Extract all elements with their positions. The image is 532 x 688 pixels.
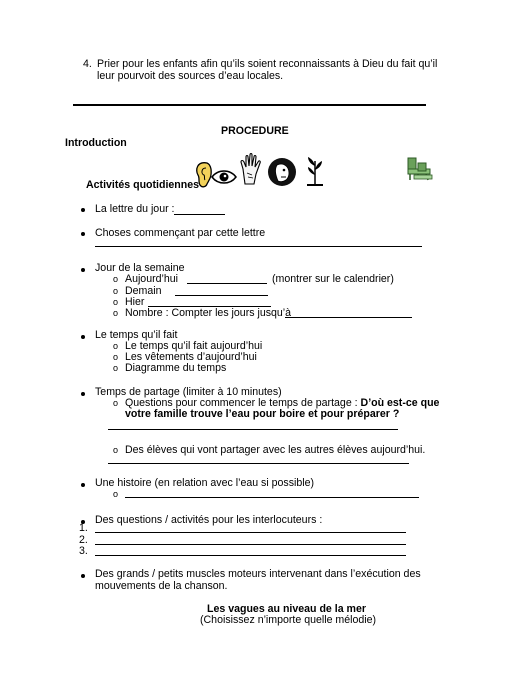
introduction-heading: Introduction [65,137,127,149]
partage-question-bold: D’où est-ce que [360,397,440,409]
aujourdhui-label: Aujourd’hui [125,273,179,285]
histoire-blank[interactable] [125,497,419,498]
bullet-icon [81,483,85,487]
partage-question-line2: votre famille trouve l’eau pour boire et pour préparer ? [125,408,400,420]
histoire-label: Une histoire (en relation avec l’eau si possible) [95,477,315,489]
section-divider [73,104,426,106]
ear-icon [193,160,213,190]
aujourdhui-blank[interactable] [187,283,267,284]
circle-bullet-icon: o [113,308,119,318]
bullet-icon [81,268,85,272]
chairs-icon [406,155,434,182]
bullet-icon [81,232,85,236]
partage-title: Temps de partage (limiter à 10 minutes) [95,386,282,398]
question-blank[interactable] [95,555,406,556]
temps-item: Le temps qu’il fait aujourd’hui [125,340,263,352]
question-blank[interactable] [95,532,406,533]
bullet-icon [81,335,85,339]
circle-bullet-icon: o [113,274,119,284]
tasting-face-icon [265,156,299,188]
list-number: 1. [79,522,88,534]
temps-item: Les vêtements d’aujourd’hui [125,351,257,363]
item4-line1: Prier pour les enfants afin qu’ils soient reconnaissants à Dieu du fait qu’il [97,58,438,70]
eleves-blank[interactable] [108,463,409,464]
partage-question-text: Questions pour commencer le temps de partage : [125,397,358,409]
temps-item: Diagramme du temps [125,362,227,374]
bullet-icon [81,208,85,212]
demain-blank[interactable] [175,295,268,296]
circle-bullet-icon: o [113,341,119,351]
nombre-label: Nombre : Compter les jours jusqu’à [125,307,292,319]
choses-blank[interactable] [95,246,422,247]
song-subtitle: (Choisissez n’importe quelle mélodie) [200,614,377,626]
temps-title: Le temps qu’il fait [95,329,178,341]
muscles-line2: mouvements de la chanson. [95,580,228,592]
procedure-title: PROCEDURE [221,125,289,137]
circle-bullet-icon: o [113,352,119,362]
song-title: Les vagues au niveau de la mer [207,603,366,615]
circle-bullet-icon: o [113,286,119,296]
item4-line2: leur pourvoit des sources d’eau locales. [97,70,284,82]
lettre-blank[interactable] [174,214,225,215]
muscles-line1: Des grands / petits muscles moteurs intervenant dans l’exécution des [95,568,421,580]
plant-icon [305,155,325,187]
hier-label: Hier [125,296,145,308]
circle-bullet-icon: o [113,445,119,455]
question-blank[interactable] [95,544,406,545]
bullet-icon [81,574,85,578]
choses-label: Choses commençant par cette lettre [95,227,266,239]
questions-title: Des questions / activités pour les interlocuteurs : [95,514,323,526]
hand-icon [239,153,263,185]
bullet-icon [81,392,85,396]
list-number: 4. [83,58,92,70]
eleves-label: Des élèves qui vont partager avec les autres élèves aujourd’hui. [125,444,426,456]
list-number: 3. [79,545,88,557]
circle-bullet-icon: o [113,297,119,307]
partage-answer-blank[interactable] [108,429,398,430]
activites-heading: Activités quotidiennes [86,179,200,191]
list-number: 2. [79,534,88,546]
semaine-title: Jour de la semaine [95,262,185,274]
circle-bullet-icon: o [113,489,119,499]
lettre-label: La lettre du jour : [95,203,175,215]
demain-label: Demain [125,285,162,297]
eye-icon [211,168,237,186]
circle-bullet-icon: o [113,398,119,408]
calendrier-note: (montrer sur le calendrier) [272,273,394,285]
circle-bullet-icon: o [113,363,119,373]
nombre-blank[interactable] [285,317,412,318]
